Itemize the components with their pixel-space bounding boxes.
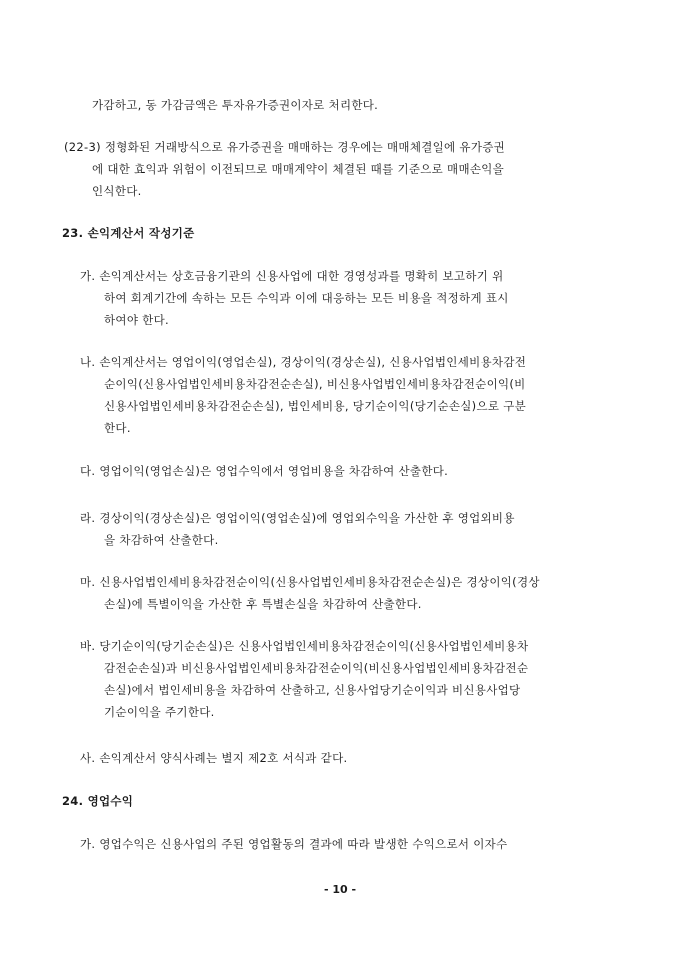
section-23-item-na-line-2: 순이익(신용사업법인세비용차감전순손실), 비신용사업법인세비용차감전순이익(비 <box>104 377 526 391</box>
section-23-item-ma-line-2: 손실)에 특별이익을 가산한 후 특별손실을 차감하여 산출한다. <box>104 597 422 611</box>
section-23-item-ba-line-2: 감전순손실)과 비신용사업법인세비용차감전순이익(비신용사업법인세비용차감전순 <box>104 661 529 675</box>
section-23-item-na-line-1: 나. 손익계산서는 영업이익(영업손실), 경상이익(경상손실), 신용사업법인세비용차감전 <box>80 355 527 369</box>
section-23-item-ba-line-1: 바. 당기순이익(당기순손실)은 신용사업법인세비용차감전순이익(신용사업법인세비용차 <box>80 639 529 653</box>
section-23-item-ga-line-3: 하여야 한다. <box>104 313 169 327</box>
section-23-item-ga-line-2: 하여 회계기간에 속하는 모든 수익과 이에 대응하는 모든 비용을 적정하게 표시 <box>104 291 509 305</box>
paragraph-22-3-line-2: 에 대한 효익과 위험이 이전되므로 매매계약이 체결된 때를 기준으로 매매손익을 <box>92 162 505 176</box>
section-23-item-na-line-3: 신용사업법인세비용차감전순손실), 법인세비용, 당기순이익(당기순손실)으로 구분 <box>104 399 527 413</box>
section-24-heading: 24. 영업수익 <box>62 794 134 808</box>
section-23-item-ba-line-3: 손실)에서 법인세비용을 차감하여 산출하고, 신용사업당기순이익과 비신용사업당 <box>104 683 521 697</box>
page-number: - 10 - <box>323 883 357 896</box>
section-23-item-ma-line-1: 마. 신용사업법인세비용차감전순이익(신용사업법인세비용차감전순손실)은 경상이익(경상 <box>80 575 540 589</box>
section-23-item-ga-line-1: 가. 손익계산서는 상호금융기관의 신용사업에 대한 경영성과를 명확히 보고하기 위 <box>80 269 504 283</box>
section-23-item-ra-line-1: 라. 경상이익(경상손실)은 영업이익(영업손실)에 영업외수익을 가산한 후 영업외비용 <box>80 511 515 525</box>
section-23-item-ba-line-4: 기순이익을 주기한다. <box>104 705 215 719</box>
section-23-item-da-line-1: 다. 영업이익(영업손실)은 영업수익에서 영업비용을 차감하여 산출한다. <box>80 464 449 478</box>
section-23-item-ra-line-2: 을 차감하여 산출한다. <box>104 533 219 547</box>
section-23-item-na-line-4: 한다. <box>104 421 131 435</box>
paragraph-22-3-line-3: 인식한다. <box>92 184 142 198</box>
section-23-item-sa-line-1: 사. 손익계산서 양식사례는 별지 제2호 서식과 같다. <box>80 751 348 765</box>
paragraph-22-3-line-1: (22-3) 정형화된 거래방식으로 유가증권을 매매하는 경우에는 매매체결일에 유가증권 <box>64 140 506 154</box>
section-23-heading: 23. 손익계산서 작성기준 <box>62 226 195 240</box>
section-24-item-ga-line-1: 가. 영업수익은 신용사업의 주된 영업활동의 결과에 따라 발생한 수익으로서 이자수 <box>80 837 508 851</box>
paragraph-22-2-tail: 가감하고, 동 가감금액은 투자유가증권이자로 처리한다. <box>92 98 379 112</box>
